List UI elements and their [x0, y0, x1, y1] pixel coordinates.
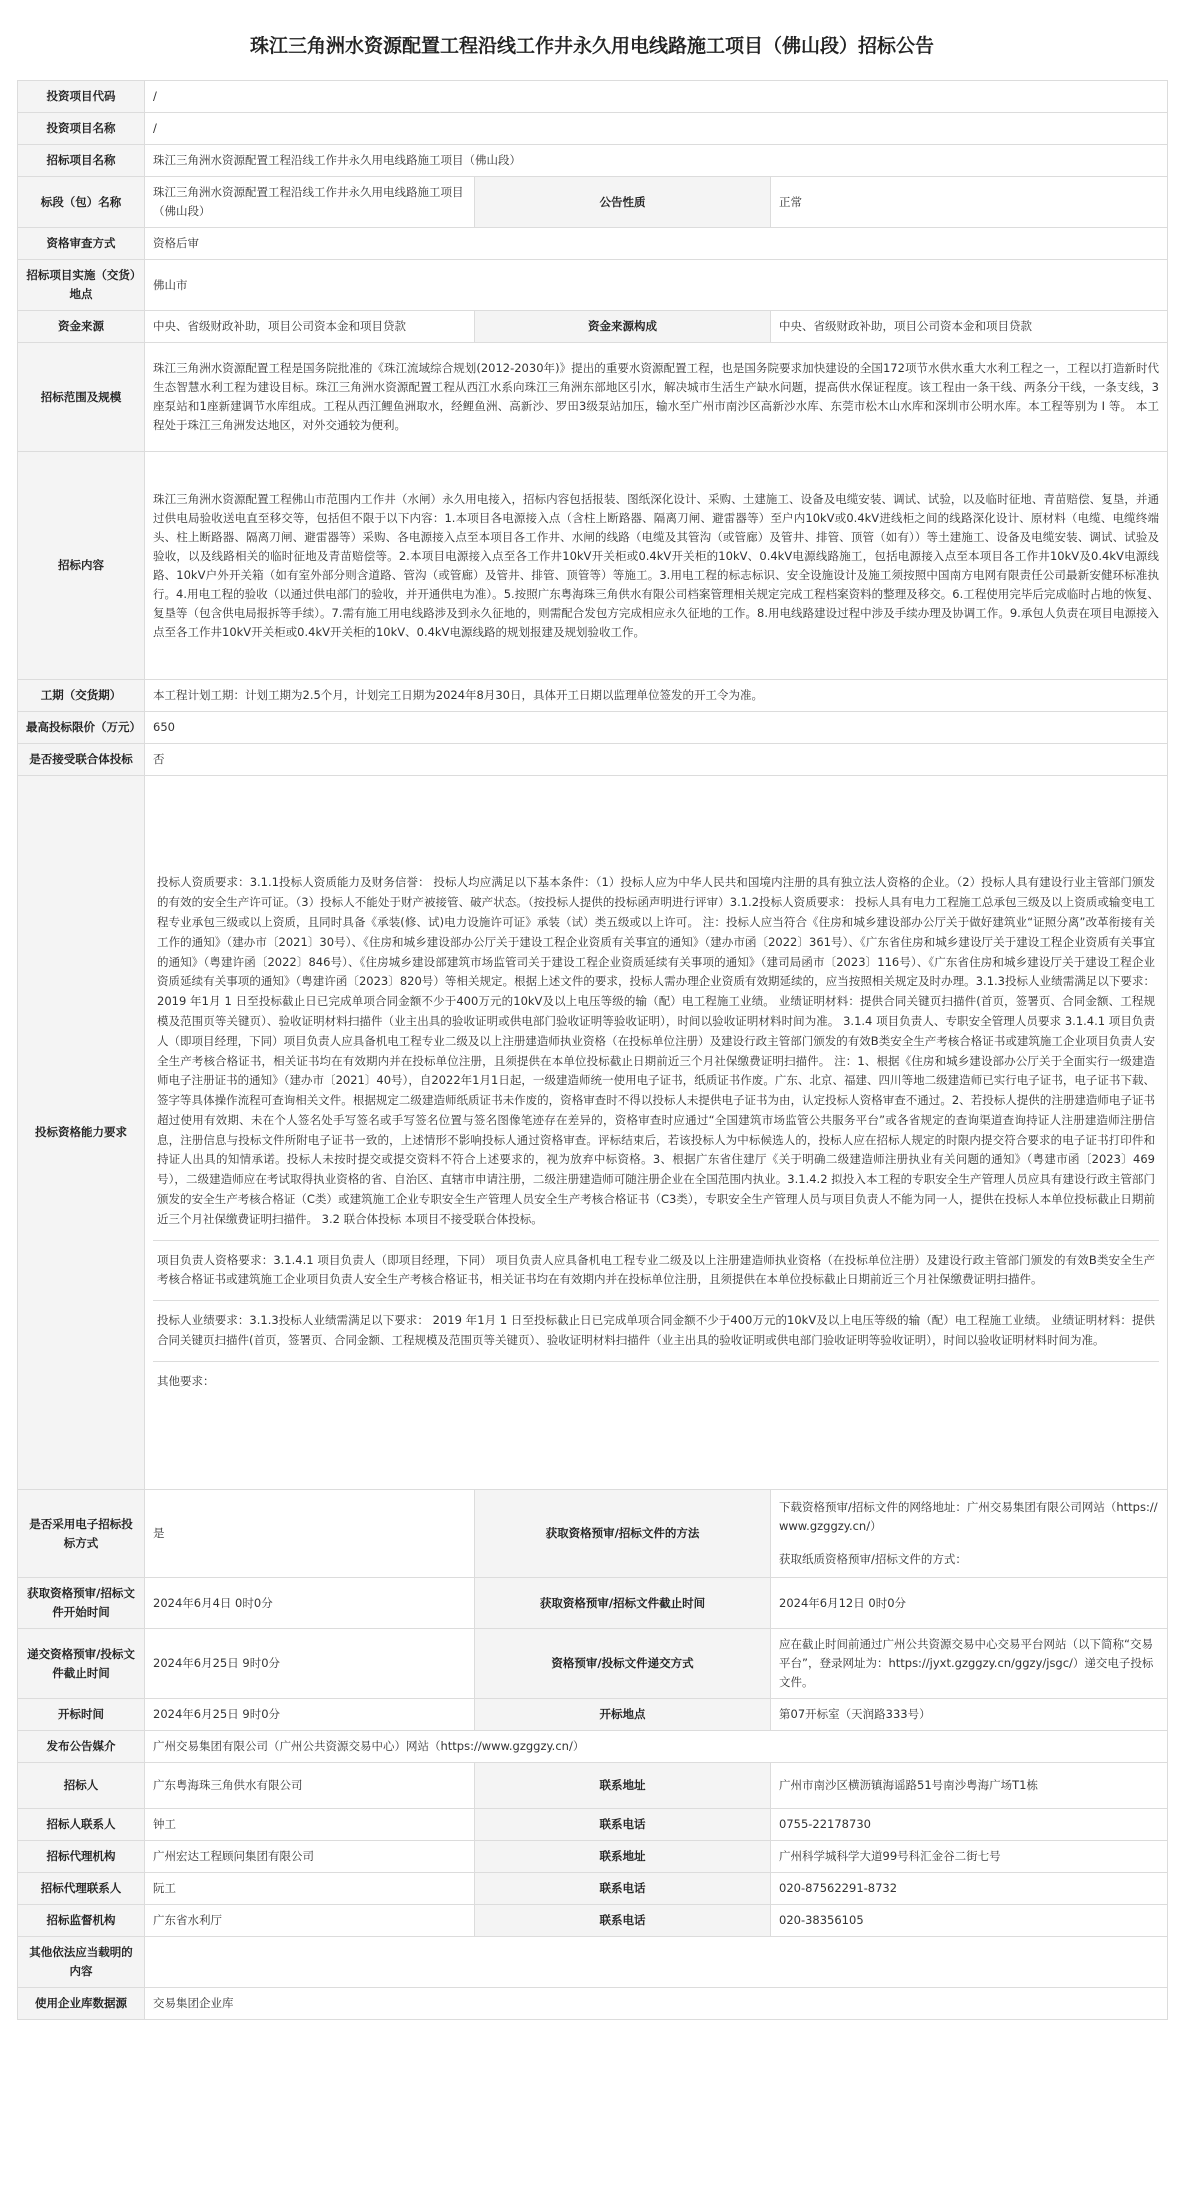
scope-label: 招标范围及规模 [18, 343, 145, 452]
row-duration [18, 680, 1168, 712]
electronic-label: 是否采用电子招标投标方式 [18, 1490, 145, 1578]
duration-value: 本工程计划工期：计划工期为2.5个月，计划完工日期为2024年8月30日，具体开工日期以监理单位签发的开工令为准。 [145, 680, 1168, 712]
row-open [18, 1699, 1168, 1731]
project-name-label: 投资项目名称 [18, 113, 145, 145]
open-time-value: 2024年6月25日 9时0分 [145, 1699, 475, 1731]
row-location [18, 260, 1168, 311]
row-tenderer-contact [18, 1809, 1168, 1841]
row-bid-project-name [18, 145, 1168, 177]
open-time-label: 开标时间 [18, 1699, 145, 1731]
open-place-label: 开标地点 [475, 1699, 771, 1731]
joint-bid-label: 是否接受联合体投标 [18, 744, 145, 776]
media-label: 发布公告媒介 [18, 1731, 145, 1763]
submit-deadline-label: 递交资格预审/投标文件截止时间 [18, 1629, 145, 1699]
tenderer-value: 广东粤海珠三角供水有限公司 [145, 1763, 475, 1809]
duration-label: 工期（交货期） [18, 680, 145, 712]
supervisor-label: 招标监督机构 [18, 1905, 145, 1937]
row-scope [18, 343, 1168, 452]
qualification-paragraph-enterprise: 投标人资质要求：3.1.1投标人资质能力及财务信誉： 投标人均应满足以下基本条件：（1）投标人应为中华人民共和国境内注册的具有独立法人资格的企业。（2）投标人具有建设行业主管部门颁发的有效的安全生产许可证。（3）投标人不能处于财产被接管、破产状态。（按投标人提供的投标函声明进行评审）3.1.2投标人资质要求： 投标人具有电力工程施工总承包三级及以上资质或输变电工程专业承包三级或以上资质，且同时具备《承装(修、试)电力设施许可证》承装（试）类五级或以上许可。 注：投标人应当符合《住房和城乡建设部办公厅关于做好建筑业“证照分离”改革衔接有关工作的通知》（建办市〔2021〕30号）、《住房和城乡建设部办公厅关于建设工程企业资质有关事宜的通知》（建办市函〔2022〕361号）、《广东省住房和城乡建设厅关于建设工程企业资质有关事宜的通知》（粤建许函〔2022〕846号）、《住房城乡建设部建筑市场监管司关于建设工程企业资质延续有关事项的通知》（建司局函市〔2023〕116号）、《广东省住房和城乡建设厅关于建设工程企业资质延续有关事项的通知》（粤建许函〔2023〕820号）等相关规定。根据上述文件的要求，投标人需办理企业资质有效期延续的，应当按照相关规定及时办理。3.1.3投标人业绩需满足以下要求： 2019 年1月 1 日至投标截止日已完成单项合同金额不少于400万元的10kV及以上电压等级的输（配）电工程施工业绩。 业绩证明材料：提供合同关键页扫描件(首页，签署页、合同金额、工程规模及范围页等关键页）、验收证明材料扫描件（业主出具的验收证明或供电部门验收证明等验收证明），时间以验收证明材料时间为准。 3.1.4 项目负责人、专职安全管理人员要求 3.1.4.1 项目负责人（即项目经理，下同）项目负责人应具备机电工程专业二级及以上注册建造师执业资格（在投标单位注册）及建设行政主管部门颁发的有效B类安全生产考核合格证书或建筑施工企业项目负责人安全生产考核合格证书，相关证书均在有效期内并在投标单位注册，且须提供在本单位投标截止日期前近三个月社保缴费证明扫描件。 注：1、根据《住房和城乡建设部办公厅关于全面实行一级建造师电子注册证书的通知》（建办市〔2021〕40号），自2022年1月1日起，一级建造师统一使用电子证书，纸质证书作废。广东、北京、福建、四川等地二级建造师已实行电子证书，电子证书下载、签字等具体操作流程可查询相关文件。根据规定二级建造师纸质证书未作废的，资格审查时不得以投标人未提供电子证书为由，认定投标人资格审查不通过。2、若投标人提供的注册建造师电子证书超过使用有效期、未在个人签名处手写签名或手写签名位置与签名图像笔迹存在差异的，资格审查时应通过“全国建筑市场监管公共服务平台”或各省规定的查询渠道查询持证人注册建造师注册信息，注册信息与投标文件所附电子证书一致的，上述情形不影响投标人通过资格审查。评标结束后，若该投标人为中标候选人的，投标人应在招标人规定的时限内提交符合要求的电子证书打印件和持证人出具的知情承诺。投标人未按时提交或提交资料不符合上述要求的，视为放弃中标资格。3、根据广东省住建厅《关于明确二级建造师注册执业有关问题的通知》（粤建市函〔2023〕469号），二级建造师应在考试取得执业资格的省、自治区、直辖市申请注册，二级注册建造师可随注册企业在全国范围内执业。3.1.4.2 拟投入本工程的专职安全生产管理人员应具有建设行政主管部门颁发的安全生产考核合格证（C类）或建筑施工企业专职安全生产管理人员安全生产考核合格证书（C3类），专职安全生产管理人员与项目负责人不能为同一人，提供在投标人本单位投标截止日期前近三个月社保缴费证明扫描件。 3.2 联合体投标 本项目不接受联合体投标。 [153, 863, 1159, 1240]
row-media [18, 1731, 1168, 1763]
doc-end-value: 2024年6月12日 0时0分 [771, 1578, 1168, 1629]
supervisor-value: 广东省水利厅 [145, 1905, 475, 1937]
agency-address-label: 联系地址 [475, 1841, 771, 1873]
qualification-value [145, 776, 1168, 1490]
row-section [18, 177, 1168, 228]
other-notes-label: 其他依法应当载明的内容 [18, 1937, 145, 1988]
row-max-price [18, 712, 1168, 744]
agency-contact-label: 招标代理联系人 [18, 1873, 145, 1905]
row-qualification-method [18, 228, 1168, 260]
row-project-code [18, 81, 1168, 113]
qualification-paragraph-manager: 项目负责人资格要求：3.1.4.1 项目负责人（即项目经理，下同） 项目负责人应具备机电工程专业二级及以上注册建造师执业资格（在投标单位注册）及建设行政主管部门颁发的有效B类安全生产考核合格证书或建筑施工企业项目负责人安全生产考核合格证书，相关证书均在有效期内并在投标单位注册，且须提供在本单位投标截止日期前近三个月社保缴费证明扫描件。 [153, 1241, 1159, 1302]
row-enterprise-db [18, 1988, 1168, 2020]
qualification-paragraph-performance: 投标人业绩要求：3.1.3投标人业绩需满足以下要求： 2019 年1月 1 日至投标截止日已完成单项合同金额不少于400万元的10kV及以上电压等级的输（配）电工程施工业绩。 业绩证明材料：提供合同关键页扫描件(首页，签署页、合同金额、工程规模及范围页等关键页）、验收证明材料扫描件（业主出具的验收证明或供电部门验收证明等验收证明），时间以验收证明材料时间为准。 [153, 1301, 1159, 1362]
fund-structure-label: 资金来源构成 [475, 311, 771, 343]
agency-label: 招标代理机构 [18, 1841, 145, 1873]
tenderer-contact-label: 招标人联系人 [18, 1809, 145, 1841]
fund-source-value: 中央、省级财政补助，项目公司资本金和项目贷款 [145, 311, 475, 343]
agency-contact-value: 阮工 [145, 1873, 475, 1905]
doc-start-label: 获取资格预审/招标文件开始时间 [18, 1578, 145, 1629]
row-tenderer [18, 1763, 1168, 1809]
agency-phone-label: 联系电话 [475, 1873, 771, 1905]
tenderer-label: 招标人 [18, 1763, 145, 1809]
doc-method-paper: 获取纸质资格预审/招标文件的方式： [779, 1552, 967, 1566]
project-name-value: / [145, 113, 1168, 145]
doc-start-value: 2024年6月4日 0时0分 [145, 1578, 475, 1629]
project-code-value: / [145, 81, 1168, 113]
row-project-name [18, 113, 1168, 145]
agency-value: 广州宏达工程顾问集团有限公司 [145, 1841, 475, 1873]
notice-nature-value: 正常 [771, 177, 1168, 228]
notice-nature-label: 公告性质 [475, 177, 771, 228]
doc-end-label: 获取资格预审/招标文件截止时间 [475, 1578, 771, 1629]
doc-method-download: 下载资格预审/招标文件的网络地址：广州交易集团有限公司网站（https://www.gzggzy.cn/） [779, 1500, 1158, 1533]
supervisor-phone-value: 020-38356105 [771, 1905, 1168, 1937]
row-other-notes [18, 1937, 1168, 1988]
media-value: 广州交易集团有限公司（广州公共资源交易中心）网站（https://www.gzggzy.cn/） [145, 1731, 1168, 1763]
supervisor-phone-label: 联系电话 [475, 1905, 771, 1937]
agency-phone-value: 020-87562291-8732 [771, 1873, 1168, 1905]
page-title: 珠江三角洲水资源配置工程沿线工作井永久用电线路施工项目（佛山段）招标公告 [249, 35, 934, 57]
row-joint-bid [18, 744, 1168, 776]
fund-source-label: 资金来源 [18, 311, 145, 343]
qualification-method-value: 资格后审 [145, 228, 1168, 260]
agency-address-value: 广州科学城科学大道99号科汇金谷二街七号 [771, 1841, 1168, 1873]
bid-project-name-label: 招标项目名称 [18, 145, 145, 177]
row-fund [18, 311, 1168, 343]
doc-method-label: 获取资格预审/招标文件的方法 [475, 1490, 771, 1578]
submit-method-value: 应在截止时间前通过广州公共资源交易中心交易平台网站（以下简称“交易平台”，登录网址为：https://jyxt.gzggzy.cn/ggzy/jsgc/）递交电子投标文件。 [771, 1629, 1168, 1699]
row-agency [18, 1841, 1168, 1873]
notice-table [17, 80, 1168, 2020]
submit-method-label: 资格预审/投标文件递交方式 [475, 1629, 771, 1699]
tenderer-contact-value: 钟工 [145, 1809, 475, 1841]
qualification-label: 投标资格能力要求 [18, 776, 145, 1490]
row-agency-contact [18, 1873, 1168, 1905]
qualification-method-label: 资格审查方式 [18, 228, 145, 260]
row-submit [18, 1629, 1168, 1699]
row-content [18, 452, 1168, 680]
max-price-label: 最高投标限价（万元） [18, 712, 145, 744]
section-name-label: 标段（包）名称 [18, 177, 145, 228]
row-doc-time [18, 1578, 1168, 1629]
fund-structure-value: 中央、省级财政补助，项目公司资本金和项目贷款 [771, 311, 1168, 343]
tenderer-address-label: 联系地址 [475, 1763, 771, 1809]
submit-deadline-value: 2024年6月25日 9时0分 [145, 1629, 475, 1699]
qualification-paragraph-other: 其他要求： [157, 1373, 215, 1388]
row-supervisor [18, 1905, 1168, 1937]
other-notes-value [145, 1937, 1168, 1988]
open-place-value: 第07开标室（天润路333号） [771, 1699, 1168, 1731]
bid-project-name-value: 珠江三角洲水资源配置工程沿线工作井永久用电线路施工项目（佛山段） [145, 145, 1168, 177]
max-price-value: 650 [145, 712, 1168, 744]
project-code-label: 投资项目代码 [18, 81, 145, 113]
tenderer-address-value: 广州市南沙区横沥镇海谣路51号南沙粤海广场T1栋 [771, 1763, 1168, 1809]
row-electronic [18, 1490, 1168, 1578]
enterprise-db-value: 交易集团企业库 [145, 1988, 1168, 2020]
location-label: 招标项目实施（交货）地点 [18, 260, 145, 311]
tenderer-phone-label: 联系电话 [475, 1809, 771, 1841]
enterprise-db-label: 使用企业库数据源 [18, 1988, 145, 2020]
doc-method-value [771, 1490, 1168, 1578]
scope-value: 珠江三角洲水资源配置工程是国务院批准的《珠江流域综合规划(2012-2030年)》提出的重要水资源配置工程，也是国务院要求加快建设的全国172项节水供水重大水利工程之一，工程以打造新时代生态智慧水利工程为建设目标。珠江三角洲水资源配置工程从西江水系向珠江三角洲东部地区引水，解决城市生活生产缺水问题，提高供水保证程度。该工程由一条干线、两条分干线，一条支线，3座泵站和1座新建调节水库组成。工程从西江鲤鱼洲取水，经鲤鱼洲、高新沙、罗田3级泵站加压，输水至广州市南沙区高新沙水库、东莞市松木山水库和深圳市公明水库。本工程等别为 I 等。 本工程处于珠江三角洲发达地区，对外交通较为便利。 [145, 343, 1168, 452]
electronic-value: 是 [145, 1490, 475, 1578]
tenderer-phone-value: 0755-22178730 [771, 1809, 1168, 1841]
content-label: 招标内容 [18, 452, 145, 680]
content-value: 珠江三角洲水资源配置工程佛山市范围内工作井（水闸）永久用电接入，招标内容包括报装、图纸深化设计、采购、土建施工、设备及电缆安装、调试、试验，以及临时征地、青苗赔偿、复垦，并通过供电局验收送电直至移交等，包括但不限于以下内容：1.本项目各电源接入点（含柱上断路器、隔离刀闸、避雷器等）至户内10kV或0.4kV进线柜之间的线路深化设计、原材料（电缆、电缆终端头、柱上断路器、隔离刀闸、避雷器等）采购、各电源接入点至本项目各工作井、水闸的线路（电缆及其管沟（或管廊）及管井、排管、顶管（如有））等土建施工、设备及电缆安装、调试、试验及验收，以及线路相关的临时征地及青苗赔偿等。2.本项目电源接入点至各工作井10kV开关柜或0.4kV开关柜的10kV、0.4kV电源线路施工，包括电源接入点至本项目各工作井10kV及0.4kV电源线路、10kV户外开关箱（如有室外部分则含道路、管沟（或管廊）及管井、排管、顶管等）等施工。3.用电工程的标志标识、安全设施设计及施工须按照中国南方电网有限责任公司最新安健环标准执行。4.用电工程的验收（以通过供电部门的验收，并开通供电为准）。5.按照广东粤海珠三角供水有限公司档案管理相关规定完成工程档案资料的整理及移交。6.工程使用完毕后完成临时占地的恢复、复垦等（包含供电局报拆等手续）。7.需有施工用电线路涉及到永久征地的，则需配合发包方完成相应永久征地的工作。8.用电线路建设过程中涉及手续办理及协调工作。9.承包人负责在项目电源接入点至各工作井10kV开关柜或0.4kV开关柜的10kV、0.4kV电源线路的规划报建及规划验收工作。 [145, 452, 1168, 680]
joint-bid-value: 否 [145, 744, 1168, 776]
section-name-value: 珠江三角洲水资源配置工程沿线工作井永久用电线路施工项目（佛山段） [145, 177, 475, 228]
row-qualification [18, 776, 1168, 1490]
location-value: 佛山市 [145, 260, 1168, 311]
